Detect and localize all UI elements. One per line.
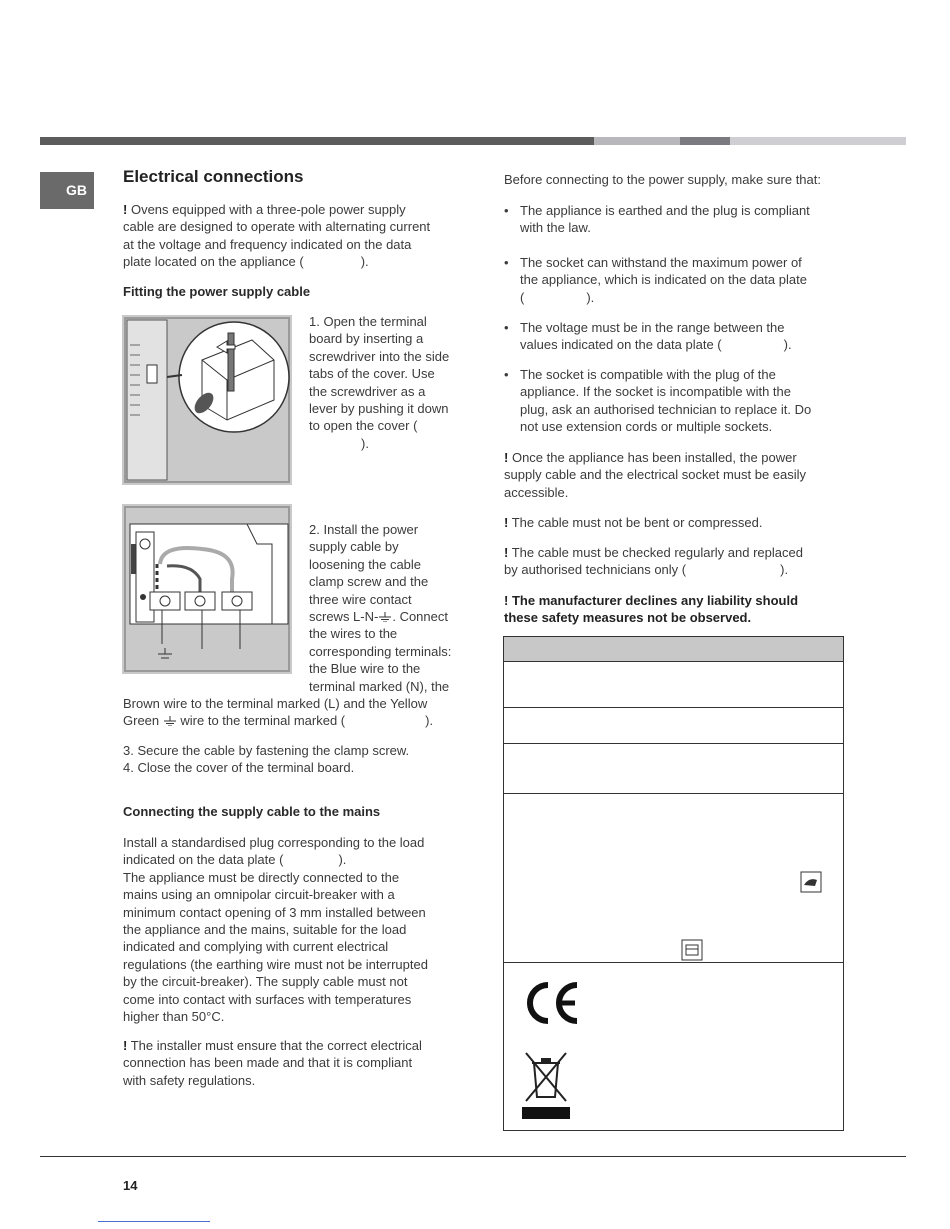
- step-2-line-5: three wire contact: [309, 591, 412, 607]
- footer-link-line: [98, 1221, 210, 1222]
- note-mark: !: [504, 593, 509, 608]
- mains-paragraph: [123, 834, 468, 1025]
- warning-line-2: these safety measures not be observed.: [504, 610, 752, 626]
- note-mark: !: [504, 545, 509, 560]
- bullet-3-line-2a: values indicated on the data plate (: [520, 337, 722, 353]
- mains-line-2b: ).: [338, 852, 347, 868]
- step-2-line-1: 2. Install the power: [309, 522, 419, 537]
- note-mark: !: [123, 202, 128, 217]
- bullet-2-line-2: the appliance, which is indicated on the data plate: [520, 272, 807, 288]
- terminal-board-illustration: [122, 315, 292, 485]
- right-intro: Before connecting to the power supply, make sure that:: [504, 172, 821, 187]
- steps-3-4: [123, 742, 473, 777]
- language-tab-label: GB: [66, 182, 87, 198]
- step-2: [309, 521, 469, 695]
- step-1-line-1: 1. Open the terminal: [309, 314, 427, 329]
- table-row: [504, 707, 843, 708]
- step-3: 3. Secure the cable by fastening the clamp screw.: [123, 743, 410, 758]
- step-1: [309, 313, 469, 452]
- weee-bin-icon: [522, 1051, 570, 1121]
- step-1-line-4: tabs of the cover. Use: [309, 366, 435, 382]
- liability-warning: [504, 592, 849, 627]
- step-2-line-10: terminal marked (N), the: [309, 678, 450, 694]
- intro-paragraph: [123, 201, 468, 271]
- table-row: [504, 743, 843, 744]
- intro-line-4-end: ).: [360, 254, 369, 270]
- bullet-socket-compatible: • The socket is compatible with the plug of the appliance. If the socket is incompatible with the plug, ask an authorised technician to replace it. Do not use extension cords or multiple sockets.: [504, 367, 812, 435]
- mains-heading: Connecting the supply cable to the mains: [123, 804, 381, 819]
- note1-line-3: accessible.: [504, 484, 569, 500]
- step-2-line-3: loosening the cable: [309, 556, 422, 572]
- note-not-bent: [504, 514, 849, 531]
- step-2-line-7: the wires to the: [309, 626, 398, 642]
- step-2-line-2: supply cable by: [309, 539, 399, 555]
- technical-data-table: [503, 636, 844, 1131]
- ce-mark-icon: [521, 979, 583, 1027]
- step-4: 4. Close the cover of the terminal board.: [123, 760, 355, 776]
- ground-symbol-icon: [378, 612, 392, 622]
- footer-rule: [40, 1156, 906, 1157]
- step-2-line-9: the Blue wire to the: [309, 661, 421, 677]
- language-tab: [40, 172, 94, 209]
- step-2-continued: [123, 695, 473, 730]
- page-title: Electrical connections: [123, 167, 304, 186]
- installer-line-2: connection has been made and that it is compliant: [123, 1055, 413, 1071]
- note-checked: [504, 544, 849, 579]
- step-2-cont-line-2b: wire to the terminal marked (: [180, 713, 346, 729]
- terminal-board-drawing: [122, 315, 292, 485]
- intro-line-3: at the voltage and frequency indicated on the data: [123, 236, 412, 252]
- fitting-heading: Fitting the power supply cable: [123, 284, 311, 299]
- bullet-earthed: • The appliance is earthed and the plug is compliant with the law.: [504, 203, 810, 236]
- step-2-line-6a: screws L-N-: [309, 609, 379, 625]
- step-2-line-8: corresponding terminals:: [309, 643, 452, 659]
- wiring-illustration: [122, 504, 292, 674]
- intro-line-1: Ovens equipped with a three-pole power supply: [130, 202, 406, 217]
- installer-line-1: The installer must ensure that the correct electrical: [130, 1038, 422, 1053]
- step-1-line-8: ).: [361, 435, 369, 451]
- step-1-line-3: screwdriver into the side: [309, 348, 450, 364]
- wiring-drawing: [122, 504, 292, 674]
- mains-line-7: indicated and complying with current electrical: [123, 939, 389, 955]
- step-2-line-4: clamp screw and the: [309, 574, 429, 590]
- note3-line-1: The cable must be checked regularly and replaced: [511, 545, 803, 560]
- table-header: [504, 637, 843, 662]
- mains-line-4: mains using an omnipolar circuit-breaker with a: [123, 887, 395, 903]
- note-mark: !: [504, 515, 509, 530]
- warning-line-1: The manufacturer declines any liability should: [511, 593, 799, 608]
- bullet-1-line-2: with the law.: [520, 220, 591, 236]
- bullet-4-line-2: appliance. If the socket is incompatible with the: [520, 384, 791, 400]
- intro-line-4: plate located on the appliance (: [123, 254, 304, 270]
- energy-label-icon: [800, 871, 822, 893]
- bullet-4-line-4: not use extension cords or multiple sockets.: [520, 419, 773, 435]
- step-1-line-6: lever by pushing it down: [309, 401, 449, 417]
- note-mark: !: [123, 1038, 128, 1053]
- ground-symbol-icon: [163, 716, 177, 726]
- header-bar-light-1: [594, 137, 680, 145]
- bullet-3-line-2b: ).: [783, 337, 792, 353]
- bullet-2-line-1: The socket can withstand the maximum power of: [520, 255, 802, 270]
- step-2-cont-line-2a: Green: [123, 713, 160, 729]
- step-1-line-5: the screwdriver as a: [309, 383, 426, 399]
- note-mark: !: [504, 450, 509, 465]
- bullet-4-line-1: The socket is compatible with the plug of the: [520, 367, 776, 382]
- mains-line-1: Install a standardised plug corresponding to the load: [123, 835, 425, 850]
- bullet-2-line-3b: ).: [586, 289, 595, 305]
- intro-line-2: cable are designed to operate with alternating current: [123, 219, 431, 235]
- mains-line-8: regulations (the earthing wire must not be interrupted: [123, 956, 428, 972]
- mains-line-5: minimum contact opening of 3 mm installed between: [123, 904, 426, 920]
- step-1-line-2: board by inserting a: [309, 331, 424, 347]
- note1-line-1: Once the appliance has been installed, the power: [511, 450, 797, 465]
- installer-note: [123, 1037, 468, 1089]
- header-bar-dark: [40, 137, 594, 145]
- mains-line-9: by the circuit-breaker). The supply cable must not: [123, 974, 408, 990]
- header-bar-light-2: [730, 137, 906, 145]
- mains-line-6: the appliance and the mains, suitable for the load: [123, 922, 407, 938]
- step-2-cont-line-1: Brown wire to the terminal marked (L) and the Yellow: [123, 696, 428, 711]
- step-2-line-6b: . Connect: [392, 609, 448, 625]
- note-accessible: [504, 449, 849, 501]
- bullet-1-line-1: The appliance is earthed and the plug is compliant: [520, 203, 810, 218]
- step-1-line-7: to open the cover (: [309, 418, 418, 434]
- bullet-3-line-1: The voltage must be in the range between the: [520, 320, 785, 335]
- oven-label-icon: [681, 939, 703, 961]
- installer-line-3: with safety regulations.: [123, 1072, 256, 1088]
- mains-line-11: higher than 50°C.: [123, 1009, 225, 1025]
- mains-line-3: The appliance must be directly connected to the: [123, 869, 400, 885]
- page-number: 14: [123, 1178, 138, 1193]
- bullet-4-line-3: plug, ask an authorised technician to replace it. Do: [520, 401, 812, 417]
- note3-line-2a: by authorised technicians only (: [504, 562, 687, 578]
- bullet-voltage: • The voltage must be in the range between the values indicated on the data plate ( ).: [504, 320, 792, 353]
- note1-line-2: supply cable and the electrical socket must be easily: [504, 467, 807, 483]
- bullet-socket-power: • The socket can withstand the maximum power of the appliance, which is indicated on the data plate ( ).: [504, 255, 807, 305]
- mains-line-10: come into contact with surfaces with temperatures: [123, 991, 412, 1007]
- step-2-cont-line-2c: ).: [425, 713, 434, 729]
- header-bar-mid: [680, 137, 730, 145]
- note2-text: The cable must not be bent or compressed.: [511, 515, 763, 530]
- mains-line-2a: indicated on the data plate (: [123, 852, 284, 868]
- table-row: [504, 962, 843, 963]
- table-row: [504, 793, 843, 794]
- bullet-2-line-3a: (: [520, 289, 525, 305]
- note3-line-2b: ).: [780, 562, 789, 578]
